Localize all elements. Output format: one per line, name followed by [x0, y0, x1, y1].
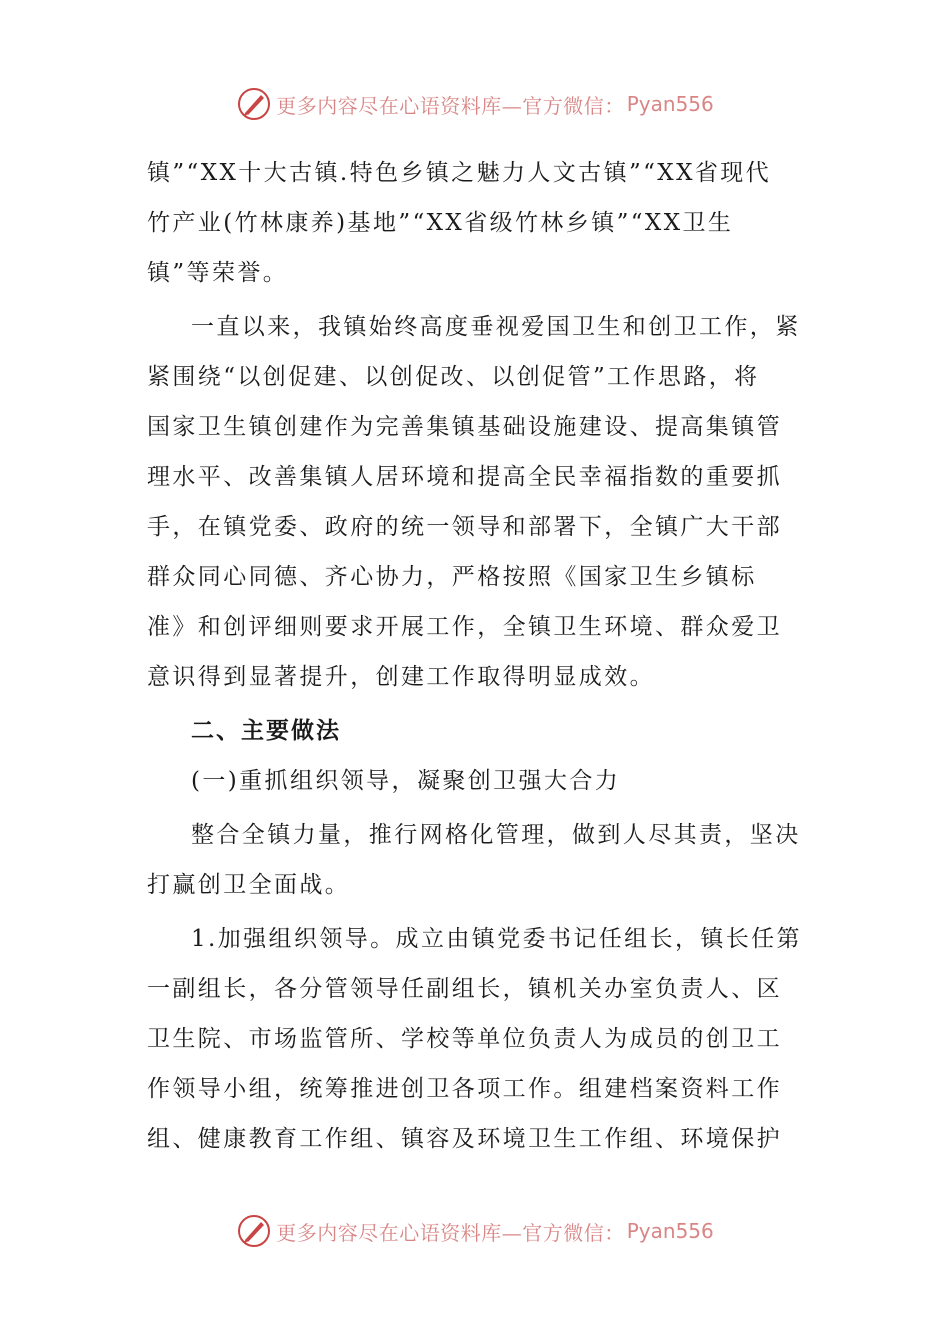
text-line: 国家卫生镇创建作为完善集镇基础设施建设、提高集镇管 — [147, 414, 782, 440]
wechat-id: Pyan556 — [626, 92, 714, 116]
text-line: 组、健康教育工作组、镇容及环境卫生工作组、环境保护 — [147, 1126, 782, 1152]
wechat-id: Pyan556 — [626, 1219, 714, 1243]
footer-banner — [0, 1211, 950, 1251]
text-line: 作领导小组，统筹推进创卫各项工作。组建档案资料工作 — [147, 1076, 782, 1102]
banner-text: 更多内容尽在心语资料库—官方微信： — [276, 93, 625, 118]
text-line: 意识得到显著提升，创建工作取得明显成效。 — [147, 664, 655, 690]
text-line: 镇”等荣誉。 — [147, 260, 289, 286]
text-line: 竹产业(竹林康养)基地”“XX省级竹林乡镇”“XX卫生 — [147, 210, 734, 236]
subsection-heading: (一)重抓组织领导，凝聚创卫强大合力 — [191, 768, 621, 794]
text-line: 理水平、改善集镇人居环境和提高全民幸福指数的重要抓 — [147, 464, 782, 490]
header-banner — [0, 84, 950, 124]
document-body — [147, 148, 807, 1164]
paragraph-start: 1.加强组织领导。成立由镇党委书记任组长，镇长任第 — [191, 926, 802, 952]
text-line: 紧围绕“以创促建、以创促改、以创促管”工作思路，将 — [147, 364, 760, 390]
banner-text: 更多内容尽在心语资料库—官方微信： — [276, 1220, 625, 1245]
paragraph-start: 一直以来，我镇始终高度垂视爱国卫生和创卫工作，紧 — [191, 314, 801, 340]
quill-seal-icon — [236, 86, 272, 122]
text-line: 群众同心同德、齐心协力，严格按照《国家卫生乡镇标 — [147, 564, 757, 590]
quill-seal-icon — [236, 1213, 272, 1249]
text-line: 卫生院、市场监管所、学校等单位负责人为成员的创卫工 — [147, 1026, 782, 1052]
text-line: 打赢创卫全面战。 — [147, 872, 351, 898]
text-line: 一副组长，各分管领导任副组长，镇机关办室负责人、区 — [147, 976, 782, 1002]
paragraph-start: 整合全镇力量，推行网格化管理，做到人尽其责，坚决 — [191, 822, 801, 848]
text-line: 准》和创评细则要求开展工作，全镇卫生环境、群众爱卫 — [147, 614, 782, 640]
text-line: 镇”“XX十大古镇.特色乡镇之魅力人文古镇”“XX省现代 — [147, 160, 772, 186]
text-line: 手，在镇党委、政府的统一领导和部署下，全镇广大干部 — [147, 514, 782, 540]
section-heading: 二、主要做法 — [191, 718, 341, 744]
